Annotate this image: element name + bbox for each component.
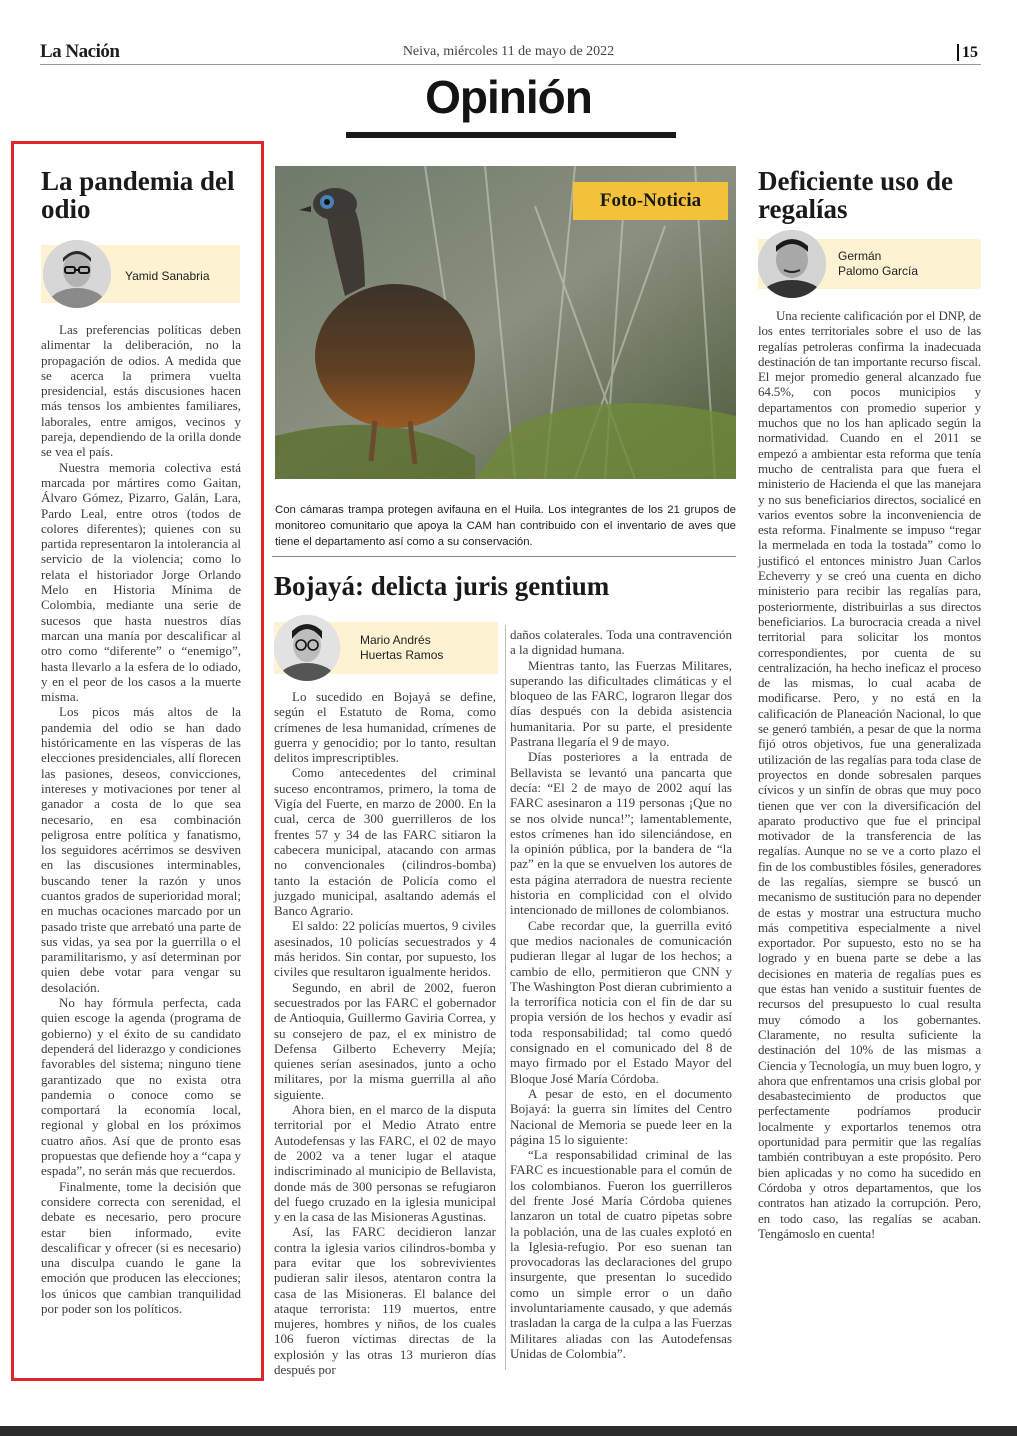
avatar [274, 615, 340, 681]
dateline: Neiva, miércoles 11 de mayo de 2022 [402, 44, 615, 59]
avatar [758, 230, 826, 298]
author-band-sanabria [41, 245, 240, 303]
photo-caption: Con cámaras trampa protegen avifauna en el Huila. Los integrantes de los 21 grupos de monitoreo comunitario que apoya la CAM han contribuido con el inventario de aves que tiene el departamento así como a su conservación. [275, 504, 736, 548]
article-body-pandemia [41, 322, 241, 1316]
article-body-bojaya-part2 [510, 627, 732, 1361]
paragraph: Los picos más altos de la pandemia del odio se han dado históricamente en las vísperas de las elecciones presidenciales, allí florecen las pasiones, deseos, convicciones, intereses y motivaciones por tener al ganador a costa de lo que sea necesario, en esa combinación peligrosa entre política y fanatismo, los seguidores acérrimos se desviven en las discusiones interminables, buscando tener la razón y unos cuantos grados de superioridad moral; en muchas ocaciones marcado por un pasado triste que arrebató una parte de sus vidas, ya sea por la guerrilla o el paramilitarismo, y así determinan por quien debe votar para vengar su desolación. [41, 704, 241, 995]
paragraph: Cabe recordar que, la guerrilla evitó que medios nacionales de comunicación pudieran llegar al lugar de los hechos; a cambio de ello, permitieron que CNN y The Washington Post dieran cubrimiento a la terrorífica noticia con el fin de dar su propia versión de los hechos y evadir así toda responsabilidad; tal como quedó consignado en el comunicado del 8 de mayo firmado por el Estado Mayor del Bloque José María Córdoba. [510, 917, 732, 1086]
paragraph: A pesar de esto, en el documento Bojayá: la guerra sin límites del Centro Nacional de Memoria se puede leer en la página 15 lo siguiente: [510, 1085, 732, 1147]
author-last-name: Huertas Ramos [360, 648, 444, 662]
newspaper-logo: La Nación [40, 41, 120, 62]
author-photo-palomo [758, 230, 826, 298]
continued-paragraph: daños colaterales. Toda una contravención a la dignidad humana. [510, 627, 732, 658]
article-title-bojaya: Bojayá: delicta juris gentium [274, 571, 610, 601]
paragraph: Las preferencias políticas deben alimentar la deliberación, no la propagación de odios. A medida que se acerca la primera vuelta presidencial, estás discusiones hacen más tensos los ambientes familiares, laborales, entre amigos, vecinos y pareja, dependiendo de la orilla donde se vea el país. [41, 322, 241, 460]
article-title-pandemia: La pandemia del odio [41, 166, 235, 224]
article-title-regalias: Deficiente uso de regalías [758, 166, 953, 224]
caption-rule [272, 556, 736, 557]
paragraph: El saldo: 22 policías muertos, 9 civiles asesinados, 10 policías secuestrados y 4 más heridos. Sin contar, por supuesto, los civiles que resultaron igualmente heridos. [274, 918, 496, 980]
author-name-palomo [838, 249, 918, 279]
author-band-huertas [274, 622, 498, 674]
paragraph: Una reciente calificación por el DNP, de los entes territoriales sobre el uso de las regalías petroleras confirma la inadecuada destinación de tan importante recurso fiscal. El mejor promedio general alcanzado fue 64.5%, con pocos municipios y departamentos con promedio superior y muchos que no los han aplicado según la normatividad. Cuando en el 2011 se empezó a ambientar esta reforma que tenía mucho de centralista para que fuera el ministerio de Hacienda el que las manejara y no sus beneficiarios directos, socialicé en varios eventos sobre la inconveniencia de esta reforma. Finalmente se impuso “regar la mermelada en toda la tostada” como lo justificó el entonces ministro Juan Carlos Echeverry y se creó una cuenta en dicho ministerio para recibir las regalías para, posteriormente, distribuirlas a sus directos beneficiarios. La burocracia creada a nivel territorial para solicitar los montos correspondientes, por cuenta de su centralización, ha hecho ineficaz el proceso de las mismas, lo cual acaba de modificarse. Pero, y no está en la calificación de Planeación Nacional, lo que se generó también, a pesar de que la norma fijó otros objetivos, fue una generalizada utilización de las regalías para toda clase de proyectos en donde sobresalen parques cívicos y un sinfín de obras que muy poco tienen que ver con la diversificación del aparato productivo que fue el principal motivador de la transferencia de las regalías. Aunque no se ve a corto plazo el fin de los combustibles fósiles, generadores de las regalías, siempre se buscó un mecanismo de sustitución para no depender de estas y mostrar una estructura mucho más competitiva especialmente a nivel exportador. Por supuesto, esto no se ha logrado y en buena parte se debe a las decisiones en materia de regalías pues es que estas han venido a sustituir fuentes de recursos del presupuesto lo cual resulta muy cómodo a los gobernantes. Claramente, no resulta suficiente la destinación del 10% de las mismas a Ciencia y Tecnología, un muy buen logro, y ahora que enfrentamos una crisis global por desabastecimiento de productos que perfectamente podríamos producir localmente y exportarlos tenemos otra oportunidad para permitir que las regalías también contribuyan a este propósito. Pero bien aplicadas y no como ha sucedido en Córdoba y otros departamentos, que los contratos han atizado la corrupción. Pero, en todo caso, las regalías se acaban. Tengámoslo en cuenta! [758, 308, 981, 1241]
author-name-sanabria: Yamid Sanabria [125, 268, 210, 283]
paragraph: Ahora bien, en el marco de la disputa territorial por el Medio Atrato entre Autodefensas y las FARC, el 02 de mayo de 2002 va a tener lugar el ataque indiscriminado al municipio de Bellavista, donde más de 300 personas se refugiaron del fuego cruzado en la iglesia municipal y en la casa de las Misioneras Agustinas. [274, 1102, 496, 1225]
article-body-regalias [758, 308, 981, 1241]
avatar [43, 240, 111, 308]
header-rule [40, 64, 981, 65]
paragraph: Días posteriores a la entrada de Bellavista se levantó una pancarta que decía: “El 2 de mayo de 2002 aquí las FARC asesinaron a 119 personas ¡Que no se nos olvide nunca!”; lamentablemente, estos crímenes han ido silenciándose, en la opinión pública, por la bandera de “la paz” en la que se envuelven los autores de esta página aterradora de nuestra reciente historia en complicidad con el olvido intencionado de millones de colombianos. [510, 749, 732, 918]
paragraph: Mientras tanto, las Fuerzas Militares, superando las dificultades climáticas y el bloqueo de las FARC, lograron llegar dos días después con la debida asistencia humanitaria. Por su parte, el presidente Pastrana llegaría el 9 de mayo. [510, 657, 732, 750]
author-photo-huertas [274, 615, 340, 681]
author-first-name: Mario Andrés [360, 633, 431, 647]
paragraph: “La responsabilidad criminal de las FARC es incuestionable para el común de los colombianos. Fueron los guerrilleros del frente José María Córdoba quienes lanzaron un total de cuatro pipetas sobre la población, una de las cuales explotó en la Iglesia-refugio. Por eso suenan tan provocadoras las declaraciones del grupo insurgente, que presentan lo sucedido como un simple error o un daño involuntariamente causado, y que además trasladan la carga de la culpa a las Fuerzas Militares aliadas con las Autodefensas Unidas de Colombia”. [510, 1147, 732, 1361]
section-underline [346, 132, 676, 138]
author-photo-sanabria [43, 240, 111, 308]
author-name-huertas [360, 633, 443, 663]
section-title: Opinión [425, 71, 592, 123]
paragraph: No hay fórmula perfecta, cada quien escoge la agenda (programa de gobierno) y el éxito de su candidato dependerá del liderazgo y condiciones favorables del sistema; ninguno tiene garantizado que no exista otra pandemia o conoce como se comportará la economía local, regional y global en los próximos cuatro años. Así que de pronto esas propuestas que defiende hoy a “capa y espada”, no serán más que recuerdos. [41, 995, 241, 1179]
article-body-bojaya-part1 [274, 689, 496, 1377]
photo-news-tag: Foto-Noticia [573, 182, 728, 220]
page-number: 15 [957, 44, 978, 61]
author-first-name: Germán [838, 249, 882, 263]
column-divider [505, 625, 506, 1370]
paragraph: Lo sucedido en Bojayá se define, según el Estatuto de Roma, como crímenes de lesa humanidad, crímenes de guerra y genocidio; por lo tanto, resultan delitos imprescriptibles. [274, 689, 496, 766]
bottom-bar [0, 1426, 1017, 1436]
paragraph: Así, las FARC decidieron lanzar contra la iglesia varios cilindros-bomba y para evitar que los sobrevivientes pudieran salir ilesos, atentaron contra la casa de las Misioneras. El balance del ataque terrorista: 119 muertos, entre mujeres, hombres y niños, de los cuales 106 fueron víctimas directas de la explosión y las otras 13 murieron días después por [274, 1224, 496, 1378]
author-band-palomo [758, 239, 981, 289]
paragraph: Segundo, en abril de 2002, fueron secuestrados por las FARC el gobernador de Antioquia, Guillermo Gaviria Correa, y su consejero de paz, el ex ministro de Defensa Gilberto Echeverry Mejía; quienes serían asesinados, junto a ocho militares, por la misma guerrilla al año siguiente. [274, 979, 496, 1102]
paragraph: Finalmente, tome la decisión que considere correcta con serenidad, el debate es necesario, pero procure estar bien informado, evite descalificar y ofrecer (si es necesario) una disculpa cuando le gane la emoción que producen las elecciones; los únicos que cambian tranquilidad por poder son los políticos. [41, 1178, 241, 1316]
author-last-name: Palomo García [838, 264, 919, 278]
paragraph: Como antecedentes del criminal suceso encontramos, primero, la toma de Vigía del Fuerte, en marzo de 2000. En la cual, cerca de 300 guerrilleros de los frentes 57 y 34 de las FARC sitiaron la cabecera municipal, atacando con armas no convencionales (cilindros-bomba) tanto la estación de Policía como el juzgado municipal, asaltando además el Banco Agrario. [274, 765, 496, 919]
paragraph: Nuestra memoria colectiva está marcada por mártires como Gaitan, Álvaro Gómez, Pizarro, Galán, Lara, Pardo Leal, entre otros (todos de colores diferentes); quienes con su partida representaron la intolerancia al servicio de la violencia; como lo relata el historiador Jorge Orlando Melo en Historia Mínima de Colombia, mediante una serie de sucesos que hasta nuestros días marcan una manía por descalificar al otro como “diferente” o “enemigo”, hasta llevarlo a la esfera de lo odiado, y en el peor de los casos a la muerte misma. [41, 459, 241, 705]
